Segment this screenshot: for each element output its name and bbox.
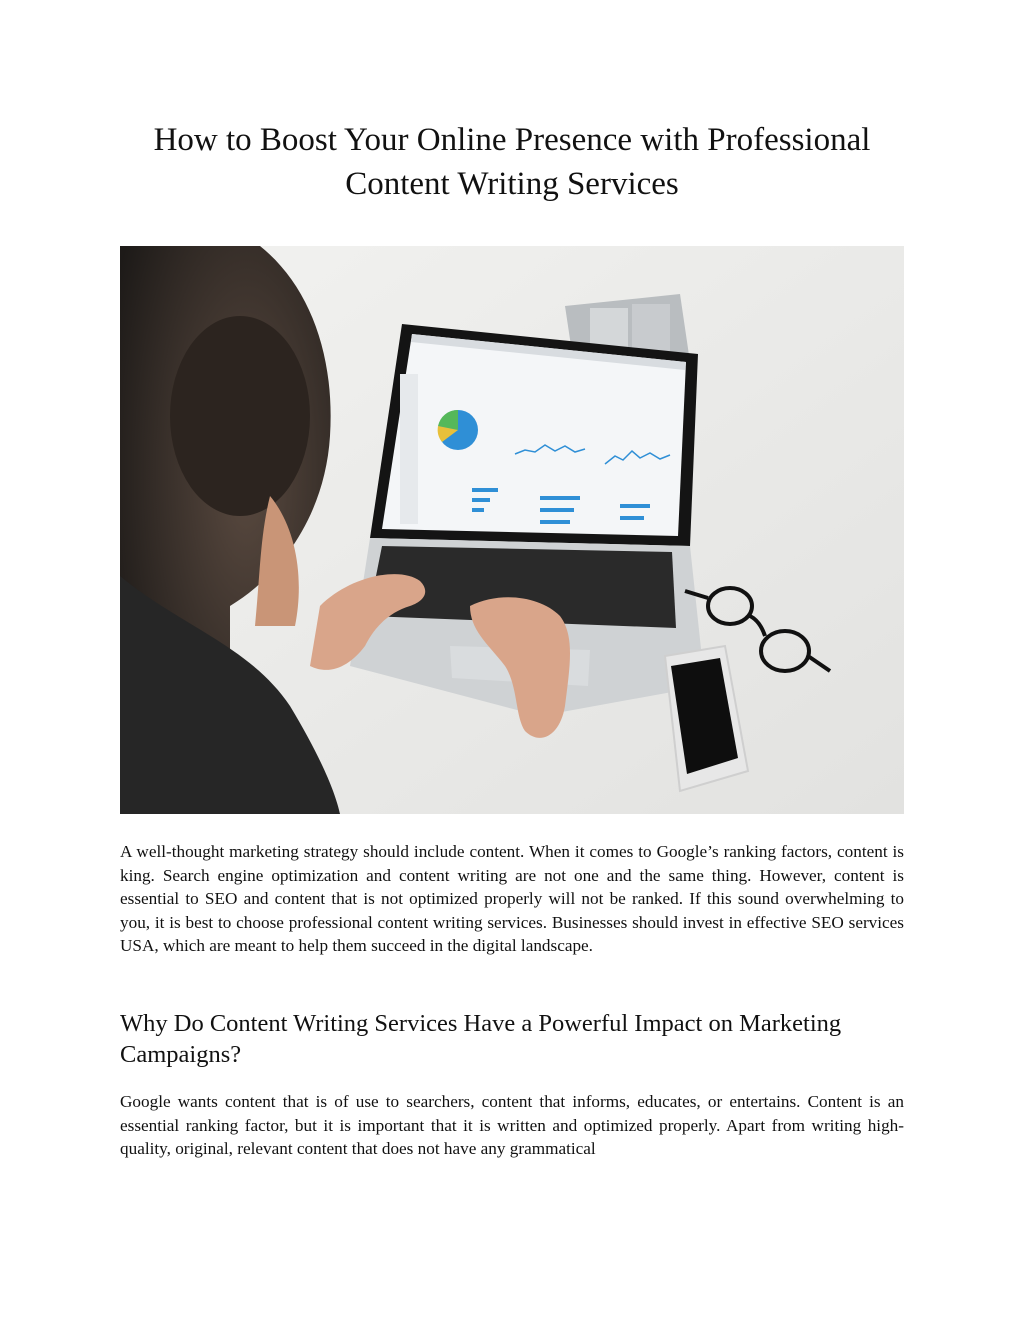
title-line-1: How to Boost Your Online Presence with Professional [153, 122, 871, 158]
hero-photo [120, 246, 904, 814]
title-line-2: Content Writing Services [345, 166, 679, 202]
section-heading: Why Do Content Writing Services Have a Powerful Impact on Marketing Campaigns? [120, 1010, 842, 1068]
section-paragraph: Google wants content that is of use to searchers, content that informs, educates, or entertains. Content is an essential ranking factor, but it is important that it is written and optimized properly. Apart from writing high-quality, original, relevant content that does not have any grammatical [120, 1092, 904, 1158]
document-title [120, 118, 904, 206]
intro-paragraph: A well-thought marketing strategy should include content. When it comes to Google’s ranking factors, content is king. Search engine optimization and content writing are not one and the same thing. However, content is essential to SEO and content that is not optimized properly will not be ranked. If this sound overwhelming to you, it is best to choose professional content writing services. Businesses should invest in effective SEO services USA, which are meant to help them succeed in the digital landscape. [120, 842, 904, 955]
